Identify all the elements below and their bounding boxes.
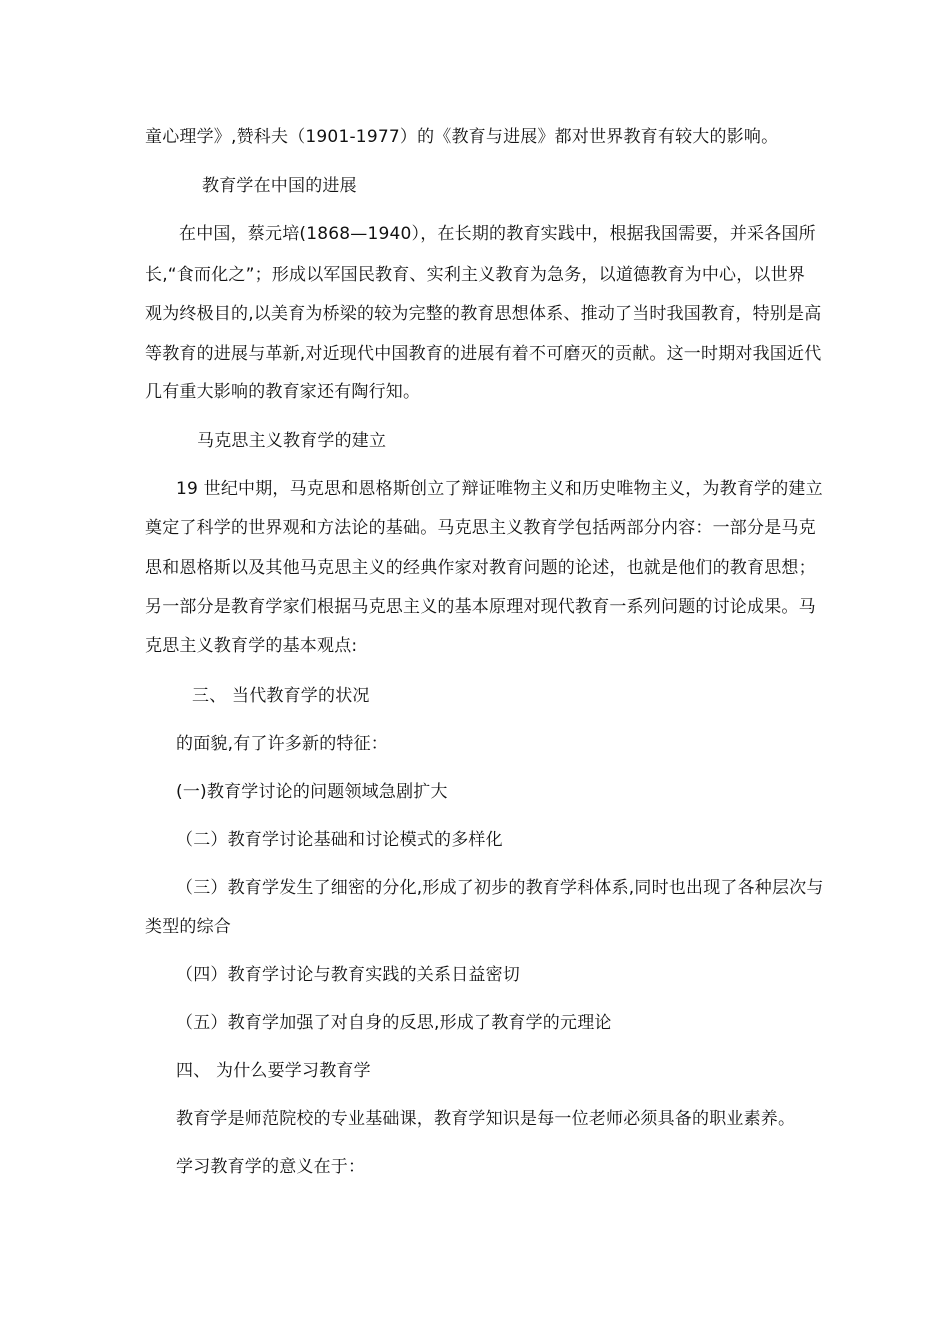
paragraph-line: 教育学是师范院校的专业基础课，教育学知识是每一位老师必须具备的职业素养。 (176, 1109, 796, 1129)
section-heading: 三、 当代教育学的状况 (192, 686, 370, 706)
list-item: （二）教育学讨论基础和讨论模式的多样化 (176, 830, 503, 850)
list-item: （三）教育学发生了细密的分化,形成了初步的教育学科体系,同时也出现了各种层次与 (176, 878, 824, 898)
list-item: （四）教育学讨论与教育实践的关系日益密切 (176, 965, 520, 985)
paragraph-line: 奠定了科学的世界观和方法论的基础。马克思主义教育学包括两部分内容：一部分是马克 (145, 518, 816, 538)
list-item: （五）教育学加强了对自身的反思,形成了教育学的元理论 (176, 1013, 612, 1033)
section-heading: 马克思主义教育学的建立 (197, 431, 387, 451)
paragraph-line: 长,“食而化之”；形成以军国民教育、实利主义教育为急务，以道德教育为中心，以世界 (145, 265, 806, 285)
paragraph-line: 的面貌,有了许多新的特征： (176, 734, 389, 754)
paragraph-line: 克思主义教育学的基本观点: (145, 636, 358, 656)
paragraph-line: 几有重大影响的教育家还有陶行知。 (145, 382, 421, 402)
list-item-continuation: 类型的综合 (145, 917, 231, 937)
paragraph-line: 19 世纪中期，马克思和恩格斯创立了辩证唯物主义和历史唯物主义，为教育学的建立 (176, 479, 823, 499)
paragraph-line: 等教育的进展与革新,对近现代中国教育的进展有着不可磨灭的贡献。这一时期对我国近代 (145, 344, 822, 364)
paragraph-line: 思和恩格斯以及其他马克思主义的经典作家对教育问题的论述，也就是他们的教育思想； (145, 558, 816, 578)
list-item: (一)教育学讨论的问题领域急剧扩大 (176, 782, 448, 802)
paragraph-line: 学习教育学的意义在于： (176, 1157, 366, 1177)
paragraph-line: 观为终极目的,以美育为桥梁的较为完整的教育思想体系、推动了当时我国教育，特别是高 (145, 304, 822, 324)
section-heading: 四、 为什么要学习教育学 (176, 1061, 371, 1081)
section-heading: 教育学在中国的进展 (202, 176, 357, 196)
paragraph-line: 另一部分是教育学家们根据马克思主义的基本原理对现代教育一系列问题的讨论成果。马 (145, 597, 816, 617)
paragraph-line: 在中国，蔡元培(1868—1940），在长期的教育实践中，根据我国需要，并采各国所 (179, 224, 816, 244)
paragraph-line: 童心理学》,赞科夫（1901-1977）的《教育与进展》都对世界教育有较大的影响。 (145, 127, 779, 147)
